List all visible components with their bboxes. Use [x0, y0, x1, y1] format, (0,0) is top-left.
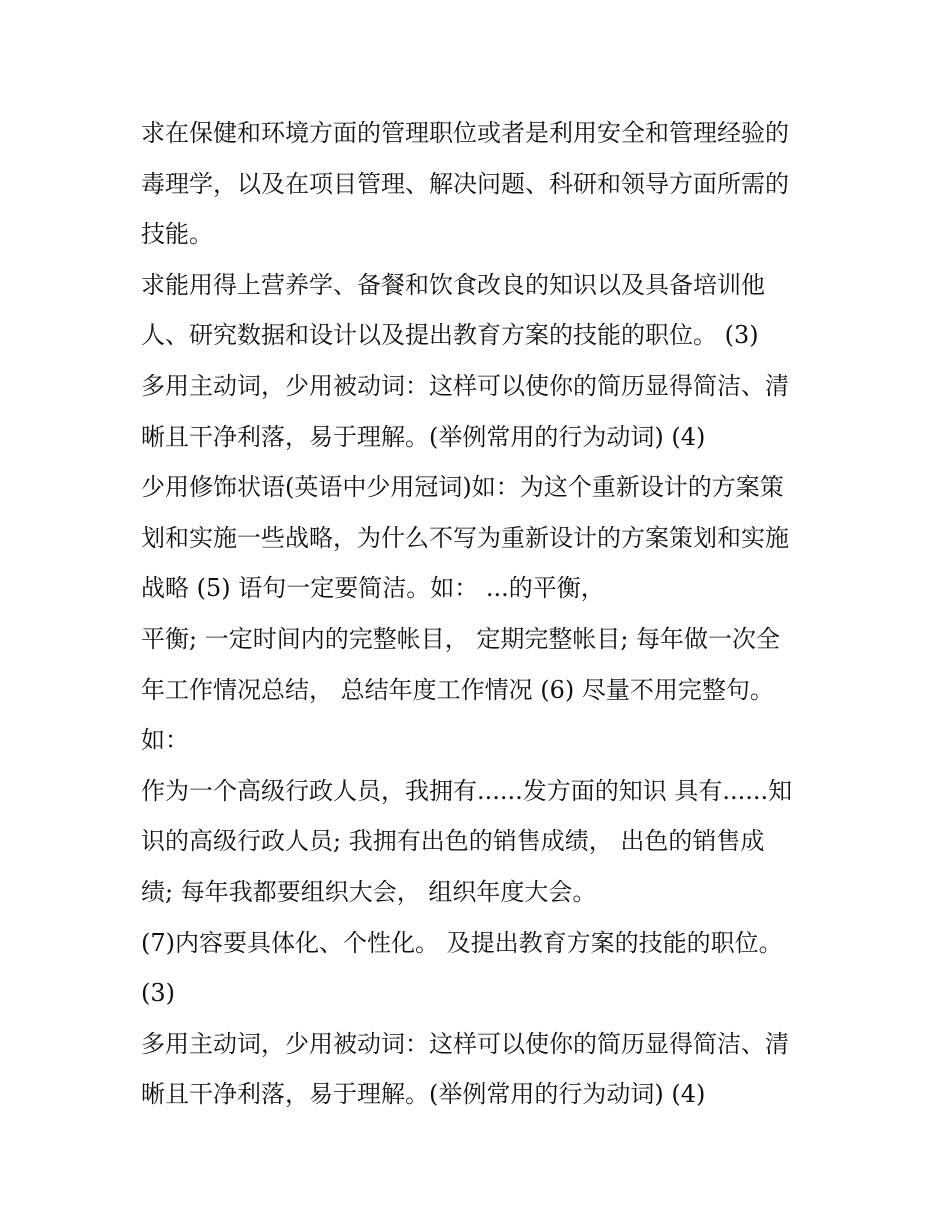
text-line: 如： — [141, 726, 189, 755]
text-line: 年工作情况总结， 总结年度工作情况 (6) 尽量不用完整句。 — [141, 675, 774, 704]
text-line: 平衡; 一定时间内的完整帐目， 定期完整帐目; 每年做一次全 — [141, 624, 781, 653]
text-line: 少用修饰状语(英语中少用冠词)如：为这个重新设计的方案策 — [141, 473, 784, 502]
text-line: 求在保健和环境方面的管理职位或者是利用安全和管理经验的 — [141, 119, 789, 147]
text-line: 技能。 — [141, 220, 213, 249]
text-line: 求能用得上营养学、备餐和饮食改良的知识以及具备培训他 — [141, 270, 765, 299]
text-line: 毒理学，以及在项目管理、解决问题、科研和领导方面所需的 — [141, 169, 789, 198]
text-line: 战略 (5) 语句一定要简洁。如： ...的平衡， — [141, 574, 605, 603]
body-text — [141, 108, 821, 1120]
text-line: 晰且干净利落，易于理解。(举例常用的行为动词) (4) — [141, 1080, 706, 1109]
text-line: 晰且干净利落，易于理解。(举例常用的行为动词) (4) — [141, 422, 706, 451]
text-line: (7)内容要具体化、个性化。 及提出教育方案的技能的职位。 — [141, 928, 783, 957]
text-line: (3) — [141, 979, 175, 1008]
text-line: 多用主动词，少用被动词：这样可以使你的简历显得简洁、清 — [141, 371, 789, 400]
text-line: 绩; 每年我都要组织大会， 组织年度大会。 — [141, 877, 597, 906]
text-line: 作为一个高级行政人员，我拥有......发方面的知识 具有......知 — [141, 776, 793, 805]
text-line: 划和实施一些战略，为什么不写为重新设计的方案策划和实施 — [141, 523, 789, 552]
text-line: 识的高级行政人员; 我拥有出色的销售成绩， 出色的销售成 — [141, 827, 765, 856]
text-line: 多用主动词，少用被动词：这样可以使你的简历显得简洁、清 — [141, 1029, 789, 1058]
text-line: 人、研究数据和设计以及提出教育方案的技能的职位。 (3) — [141, 321, 759, 350]
